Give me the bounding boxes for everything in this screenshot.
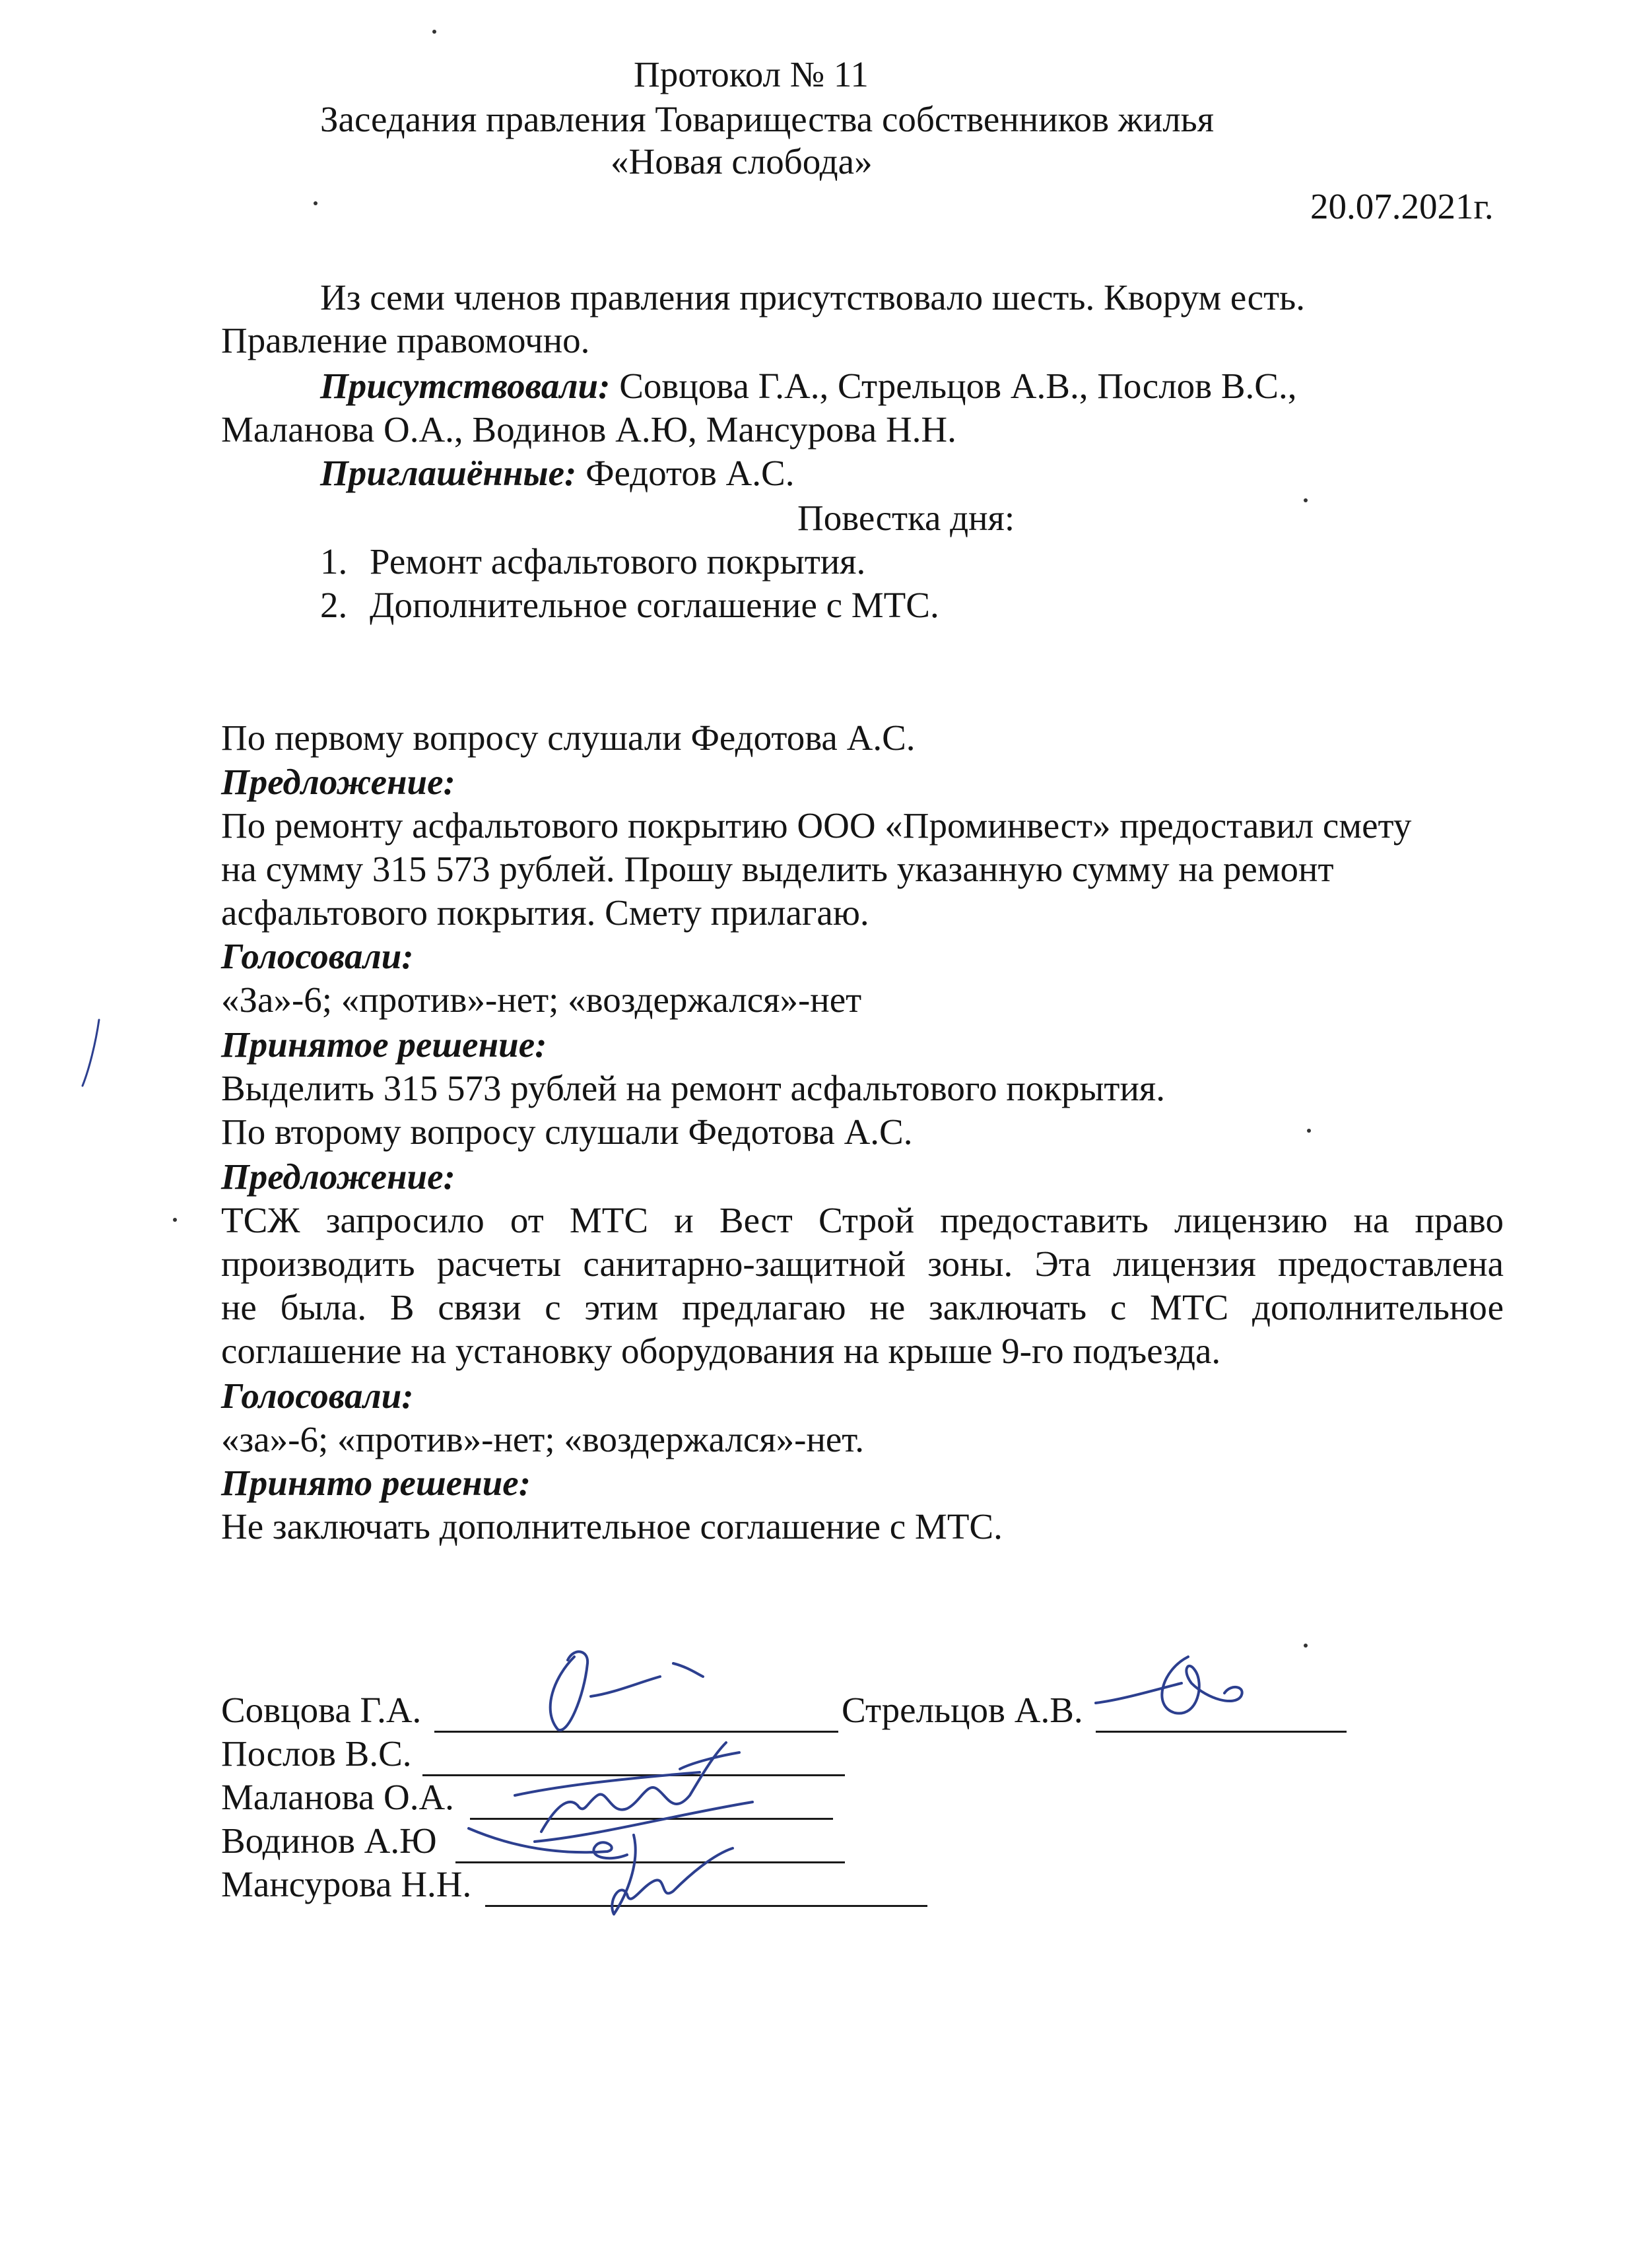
signatory-name: Стрельцов А.В. <box>842 1690 1083 1730</box>
scan-speck <box>314 201 317 205</box>
q2-heard: По второму вопросу слушали Федотова А.С. <box>221 1112 913 1152</box>
scan-speck <box>432 30 436 34</box>
q2-proposal-label: Предложение: <box>221 1156 455 1197</box>
signature-line <box>1096 1731 1347 1733</box>
quorum-text-line-2: Правление правомочно. <box>221 320 590 360</box>
q2-vote-result: «за»-6; «против»-нет; «воздержался»-нет. <box>221 1419 864 1459</box>
scan-speck <box>173 1218 177 1222</box>
q1-proposal-line: По ремонту асфальтового покрытию ООО «Проминвест» предоставил смету <box>221 805 1412 846</box>
present-names-2: Маланова О.А., Водинов А.Ю, Мансурова Н.Н. <box>221 409 956 450</box>
agenda-item-number: 2. <box>320 585 348 625</box>
present-line-1 <box>320 364 1296 408</box>
signatory-name: Совцова Г.А. <box>221 1690 422 1730</box>
invited-names: Федотов А.С. <box>576 453 795 493</box>
scan-speck <box>1304 498 1308 502</box>
q1-vote-result: «За»-6; «против»-нет; «воздержался»-нет <box>221 980 862 1020</box>
q2-proposal-line: соглашение на установку оборудования на крыше 9-го подъезда. <box>221 1331 1221 1371</box>
q2-proposal-line: ТСЖ запросило от МТС и Вест Строй предоставить лицензию на право <box>221 1200 1504 1240</box>
q2-voted-label: Голосовали: <box>221 1376 414 1416</box>
signatory-name: Послов В.С. <box>221 1733 412 1774</box>
signatory-name: Маланова О.А. <box>221 1777 454 1817</box>
q1-proposal-line: на сумму 315 573 рублей. Прошу выделить указанную сумму на ремонт <box>221 849 1334 889</box>
document-subtitle-line-2: «Новая слобода» <box>611 141 873 182</box>
signatory-name: Мансурова Н.Н. <box>221 1864 472 1904</box>
q1-voted-label: Голосовали: <box>221 936 414 976</box>
signatory-name: Водинов А.Ю <box>221 1820 437 1861</box>
q2-proposal-line: производить расчеты санитарно-защитной зоны. Эта лицензия предоставлена <box>221 1244 1504 1284</box>
present-label: Присутствовали: <box>320 366 611 406</box>
agenda-item-text: Дополнительное соглашение с МТС. <box>370 585 939 625</box>
invited-line <box>320 451 794 495</box>
q1-proposal-line: асфальтового покрытия. Смету прилагаю. <box>221 892 869 933</box>
invited-label: Приглашённые: <box>320 453 577 493</box>
scan-mark <box>79 1017 106 1089</box>
scan-speck <box>1307 1129 1311 1133</box>
q2-decision-label: Принято решение: <box>221 1463 531 1503</box>
document-date: 20.07.2021г. <box>1310 186 1494 226</box>
agenda-heading: Повестка дня: <box>797 498 1015 538</box>
scan-speck <box>1304 1644 1308 1648</box>
q2-decision: Не заключать дополнительное соглашение с МТС. <box>221 1506 1003 1547</box>
q1-heard: По первому вопросу слушали Федотова А.С. <box>221 717 916 758</box>
handwritten-signature <box>462 1809 739 1934</box>
q2-proposal-line: не была. В связи с этим предлагаю не заключать с МТС дополнительное <box>221 1287 1504 1327</box>
agenda-item <box>320 584 939 627</box>
document-title: Протокол № 11 <box>634 54 869 94</box>
q1-decision: Выделить 315 573 рублей на ремонт асфальтового покрытия. <box>221 1068 1165 1108</box>
q1-proposal-label: Предложение: <box>221 762 455 802</box>
quorum-text-line-1: Из семи членов правления присутствовало шесть. Кворум есть. <box>320 277 1305 317</box>
handwritten-signature <box>1083 1644 1254 1723</box>
present-names-1: Совцова Г.А., Стрельцов А.В., Послов В.С., <box>610 366 1297 406</box>
agenda-item-text: Ремонт асфальтового покрытия. <box>370 541 866 582</box>
agenda-item <box>320 540 866 584</box>
q1-decision-label: Принятое решение: <box>221 1024 547 1065</box>
document-subtitle-line-1: Заседания правления Товарищества собственников жилья <box>320 99 1215 139</box>
agenda-item-number: 1. <box>320 541 348 582</box>
